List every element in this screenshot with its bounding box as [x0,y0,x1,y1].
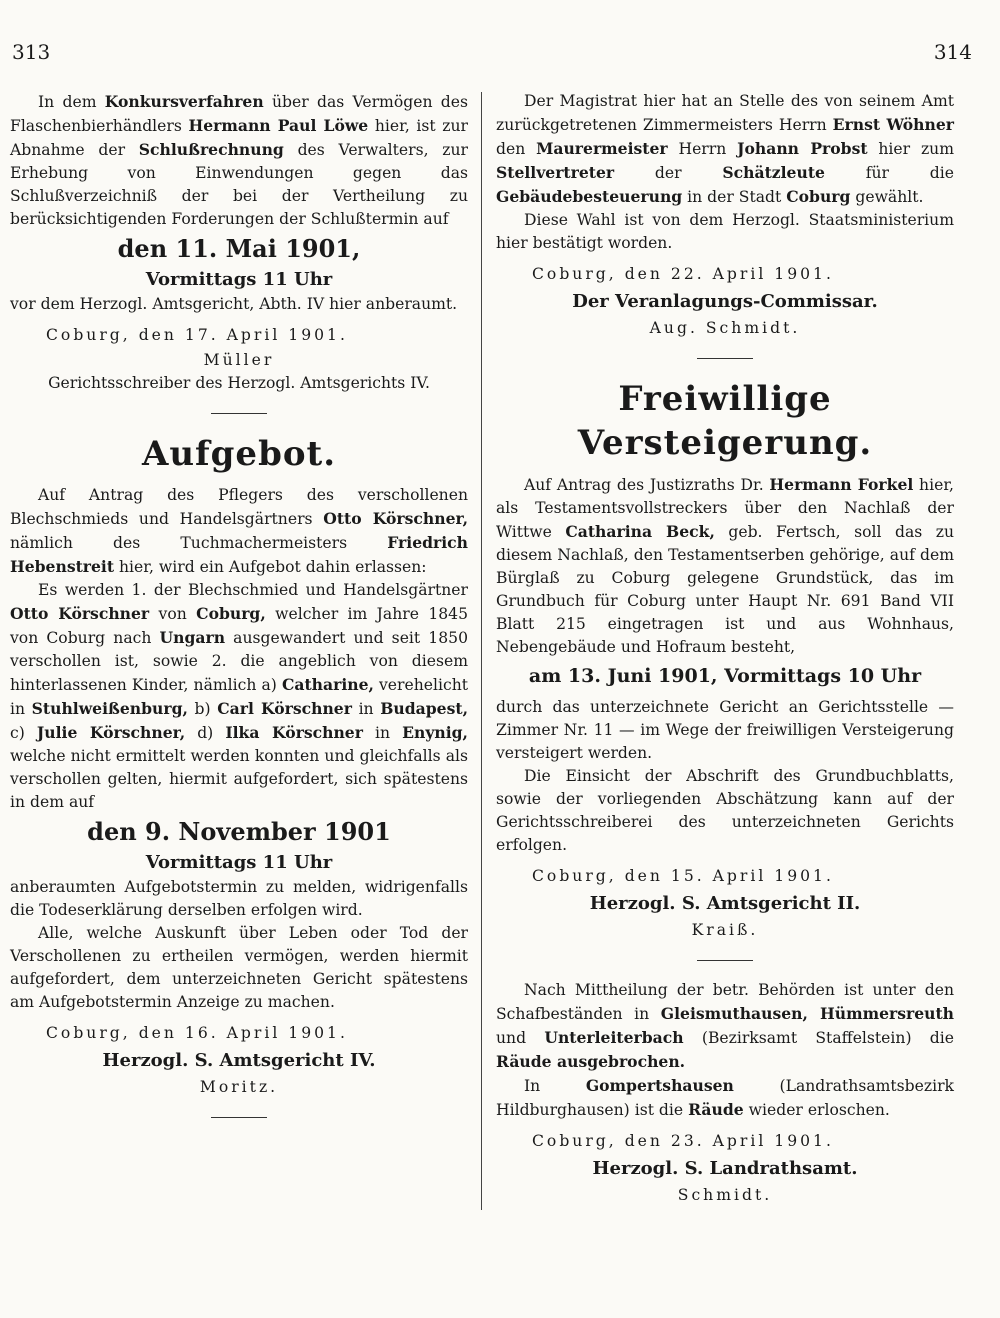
notice-magistrat [496,90,954,340]
place-date: Coburg, den 22. April 1901. [532,265,834,283]
notice-paragraph [10,579,468,814]
text-run: Auf Antrag des Justizraths Dr. [524,476,770,494]
text-run: über das Vermögen des Flaschenbierhändlers [10,93,468,135]
column-divider [481,92,482,1210]
text-run: hier, wird ein Aufgebot dahin erlassen: [114,558,427,576]
emphasized-text: Hermann Paul Löwe [188,116,369,135]
emphasized-text: Otto Körschner, [323,509,468,528]
signer-office: Gerichtsschreiber des Herzogl. Amtsgerichts IV. [48,374,430,392]
hearing-time: Vormittags 11 Uhr [145,852,333,873]
text-run: Der Magistrat hier hat an Stelle des von seinem Amt zurückgetretenen Zimmermeisters Herrn [496,92,954,134]
text-run: für die [824,164,954,182]
text-run: in [362,724,403,742]
emphasized-text: Hermann Forkel [769,475,914,494]
text-run: (Bezirksamt Staffelstein) die [683,1029,955,1047]
signer-name: Moritz. [199,1078,279,1096]
notice-paragraph: Alle, welche Auskunft über Leben oder Tod der Verschollenen zu ertheilen vermögen, werden hiermit aufgefordert, dem unterzeichneten Gericht spätestens am Aufgebotstermin Anzeige zu machen. [10,924,468,1011]
place-date: Coburg, den 17. April 1901. [46,326,348,344]
notice-paragraph [496,90,954,209]
emphasized-text: Budapest, [380,699,469,718]
text-run: von [149,605,197,623]
notice-konkursverfahren [10,90,468,395]
text-run: des Verwalters, zur Erhebung von Einwendungen gegen das Schlußverzeichniß der bei der Vertheilung zu berücksichtigenden Forderungen der Schlußtermin auf [10,141,468,228]
emphasized-text: Ungarn [159,628,226,647]
emphasized-text: Gleismuthausen, Hümmersreuth [660,1004,954,1023]
emphasized-text: Unterleiterbach [544,1028,684,1047]
signer-name: Schmidt. [677,1186,773,1204]
emphasized-text: Maurermeister [536,139,668,158]
text-run: nämlich des Tuchmachermeisters [10,534,388,552]
emphasized-text: Gompertshausen [585,1076,734,1095]
place-date: Coburg, den 15. April 1901. [532,867,834,885]
notice-paragraph: durch das unterzeichnete Gericht an Gerichtsstelle — Zimmer Nr. 11 — im Wege der freiwilligen Versteigerung versteigert werden. [496,698,954,762]
text-run: und [496,1029,545,1047]
emphasized-text: Coburg, [196,604,266,623]
separator [211,1117,267,1118]
text-run: in der Stadt [682,188,787,206]
emphasized-text: Ernst Wöhner [832,115,954,134]
emphasized-text: Julie Körschner, [36,723,186,742]
notice-versteigerung [496,377,954,942]
signer-office: Der Veranlagungs-Commissar. [572,291,878,312]
emphasized-text: Räude ausgebrochen. [496,1052,686,1071]
emphasized-text: Enynig, [402,723,468,742]
emphasized-text: Gebäudebesteuerung [496,187,683,206]
emphasized-text: Catharina Beck, [565,522,715,541]
text-run: hier zum [867,140,954,158]
emphasized-text: Johann Probst [737,139,868,158]
notice-aufgebot [10,432,468,1099]
place-date: Coburg, den 16. April 1901. [46,1024,348,1042]
text-run: In dem [38,93,105,111]
text-run: in [351,700,381,718]
notice-paragraph [496,979,954,1074]
text-run: hier, ist zur Abnahme der [10,117,468,159]
emphasized-text: Coburg [786,187,851,206]
emphasized-text: Räude [688,1100,744,1119]
text-run: Nach Mittheilung der betr. Behörden ist unter den Schafbeständen in [496,981,954,1023]
separator [697,960,753,961]
place-date: Coburg, den 23. April 1901. [532,1132,834,1150]
text-run: der [614,164,723,182]
notice-paragraph [496,1074,954,1122]
text-run: welcher im Jahre 1845 von Coburg nach [10,605,469,647]
text-run: d) [185,724,226,742]
separator [697,358,753,359]
notice-heading: Aufgebot. [141,434,337,474]
emphasized-text: Schlußrechnung [138,140,284,159]
right-column [496,90,954,1207]
notice-paragraph: vor dem Herzogl. Amtsgericht, Abth. IV hier anberaumt. [10,295,458,313]
emphasized-text: Konkursverfahren [104,92,264,111]
notice-paragraph: anberaumten Aufgebotstermin zu melden, widrigenfalls die Todeserklärung derselben erfolgen wird. [10,878,468,919]
hearing-time: Vormittags 11 Uhr [145,269,333,290]
signer-name: Aug. Schmidt. [649,319,801,337]
text-run: Herrn [667,140,738,158]
page-number-left: 313 [12,40,51,64]
text-run: geb. Fertsch, soll das zu diesem Nachlaß, den Testamentserben gehörige, auf dem Bürglaß zu Coburg gelegene Grundstück, das im Grundbuch für Coburg unter Haupt Nr. 691 Band VII Blatt 215 eingetragen ist und aus Wohnhaus, Nebengebäude und Hofraum besteht, [496,523,954,656]
emphasized-text: Otto Körschner [10,604,150,623]
emphasized-text: Schätzleute [722,163,825,182]
emphasized-text: Ilka Körschner [225,723,363,742]
text-run: welche nicht ermittelt werden konnten und gleichfalls als verschollen gelten, hiermit aufgefordert, sich spätestens in dem auf [10,747,468,811]
text-run: gewählt. [850,188,924,206]
text-run: ausgewandert und seit 1850 verschollen ist, sowie 2. die angeblich von diesem hinterlassenen Kinder, nämlich a) [10,629,468,694]
emphasized-text: Carl Körschner [217,699,352,718]
emphasized-text: Stellvertreter [496,163,615,182]
text-run: (Landrathsamtsbezirk Hildburghausen) ist die [496,1077,954,1119]
court-name: Herzogl. S. Amtsgericht IV. [102,1050,376,1071]
notice-heading: Freiwillige Versteigerung. [577,379,873,463]
notice-paragraph: Diese Wahl ist von dem Herzogl. Staatsministerium hier bestätigt worden. [496,211,954,252]
emphasized-text: Friedrich Hebenstreit [10,533,468,576]
notice-raeude [496,979,954,1207]
signer-name: Müller [203,351,275,369]
signer-office: Herzogl. S. Landrathsamt. [592,1158,858,1179]
text-run: verehelicht in [10,676,469,718]
text-run: In [524,1077,586,1095]
notice-paragraph [10,90,468,231]
text-run: Es werden 1. der Blechschmied und Handelsgärtner [38,581,468,599]
text-run: hier, als Testamentsvollstreckers über den Nachlaß der Wittwe [496,476,955,541]
text-run: Auf Antrag des Pflegers des verschollenen Blechschmieds und Handelsgärtners [10,486,468,528]
notice-paragraph: Die Einsicht der Abschrift des Grundbuchblatts, sowie der vorliegenden Abschätzung kann auf der Gerichtsschreiberei des unterzeichneten Gerichts erfolgen. [496,767,954,854]
text-run: wieder erloschen. [743,1101,890,1119]
left-column [10,90,468,1136]
court-name: Herzogl. S. Amtsgericht II. [589,893,861,914]
separator [211,413,267,414]
emphasized-text: Stuhlweißenburg, [31,699,188,718]
text-run: den [496,140,537,158]
auction-date: am 13. Juni 1901, Vormittags 10 Uhr [528,665,922,687]
notice-paragraph [496,473,954,659]
signer-name: Kraiß. [691,921,759,939]
text-run: b) [187,700,218,718]
hearing-date: den 9. November 1901 [87,817,391,846]
hearing-date: den 11. Mai 1901, [117,234,361,263]
notice-paragraph [10,484,468,579]
page-number-right: 314 [933,40,972,64]
emphasized-text: Catharine, [281,675,374,694]
text-run: c) [10,724,37,742]
